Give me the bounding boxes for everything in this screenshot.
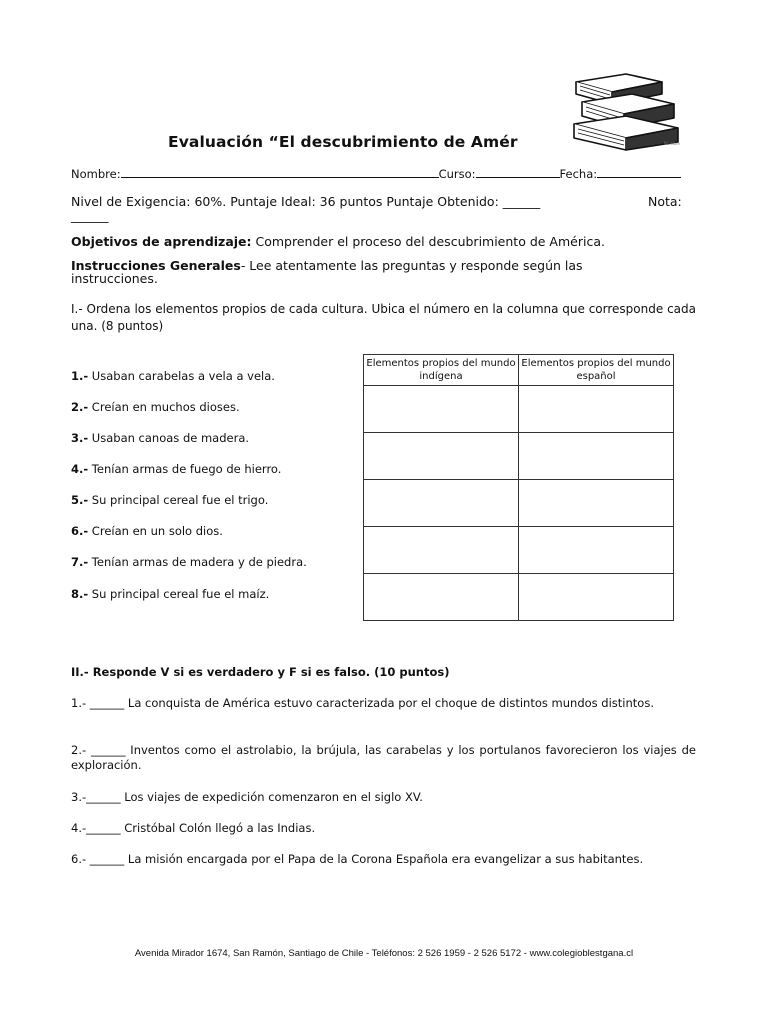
list-item: 3.- Usaban canoas de madera. — [71, 431, 250, 445]
curso-label: Curso: — [438, 167, 476, 181]
table-cell[interactable] — [519, 386, 674, 433]
curso-blank[interactable] — [476, 166, 560, 178]
fecha-label: Fecha: — [559, 167, 598, 181]
table-cell[interactable] — [364, 527, 519, 574]
question-3: 3.-______ Los viajes de expedición comenzaron en el siglo XV. — [71, 790, 423, 804]
section1-heading: I.- Ordena los elementos propios de cada cultura. Ubica el número en la columna que corresponde cada una. (8 puntos) — [71, 302, 696, 333]
question-1: 1.- ______ La conquista de América estuvo caracterizada por el choque de distintos mundos distintos. — [71, 696, 654, 710]
nivel-exigencia: Nivel de Exigencia: 60%. Puntaje Ideal: 36 puntos Puntaje Obtenido: ______ — [71, 194, 541, 209]
table-cell[interactable] — [364, 386, 519, 433]
nombre-blank[interactable] — [121, 166, 439, 178]
table-cell[interactable] — [364, 480, 519, 527]
objetivos-label: Objetivos de aprendizaje: — [71, 234, 252, 249]
table-cell[interactable] — [519, 433, 674, 480]
question-6: 6.- ______ La misión encargada por el Papa de la Corona Española era evangelizar a sus habitantes. — [71, 852, 644, 866]
objetivos — [71, 234, 605, 249]
list-item: 6.- Creían en un solo dios. — [71, 524, 223, 538]
list-item: 2.- Creían en muchos dioses. — [71, 400, 240, 414]
footer-address: Avenida Mirador 1674, San Ramón, Santiago de Chile - Teléfonos: 2 526 1959 - 2 526 5172 - www.colegioblestgana.cl — [134, 948, 634, 959]
student-info-line — [71, 166, 681, 181]
nota-blank[interactable]: ______ — [71, 208, 109, 223]
tiny-logo-text: Nombre — [664, 141, 680, 146]
table-header-indigena: Elementos propios del mundo indígena — [364, 355, 519, 386]
fecha-blank[interactable] — [597, 166, 681, 178]
table-cell[interactable] — [364, 574, 519, 621]
list-item: 1.- Usaban carabelas a vela a vela. — [71, 369, 275, 383]
table-cell[interactable] — [364, 433, 519, 480]
nota-label: Nota: — [648, 194, 682, 209]
nombre-label: Nombre: — [71, 167, 121, 181]
page-title: Evaluación “El descubrimiento de Amér — [168, 133, 518, 151]
objetivos-text: Comprender el proceso del descubrimiento de América. — [251, 234, 605, 249]
table-cell[interactable] — [519, 574, 674, 621]
books-stack-illustration — [566, 72, 684, 152]
instrucciones — [71, 259, 651, 285]
list-item: 8.- Su principal cereal fue el maíz. — [71, 587, 270, 601]
classification-table — [363, 354, 674, 621]
question-4: 4.-______ Cristóbal Colón llegó a las Indias. — [71, 821, 316, 835]
question-2: 2.- ______ Inventos como el astrolabio, la brújula, las carabelas y los portulanos favorecieron los viajes de exploración. — [71, 743, 696, 772]
list-item: 7.- Tenían armas de madera y de piedra. — [71, 555, 307, 569]
list-item: 5.- Su principal cereal fue el trigo. — [71, 493, 269, 507]
instrucciones-label: Instrucciones Generales — [71, 258, 241, 273]
section2-heading: II.- Responde V si es verdadero y F si es falso. (10 puntos) — [71, 665, 450, 679]
instrucciones-text: - Lee atentamente las preguntas y responde según las instrucciones. — [71, 258, 583, 286]
table-header-espanol: Elementos propios del mundo español — [519, 355, 674, 386]
table-cell[interactable] — [519, 480, 674, 527]
list-item: 4.- Tenían armas de fuego de hierro. — [71, 462, 282, 476]
table-cell[interactable] — [519, 527, 674, 574]
